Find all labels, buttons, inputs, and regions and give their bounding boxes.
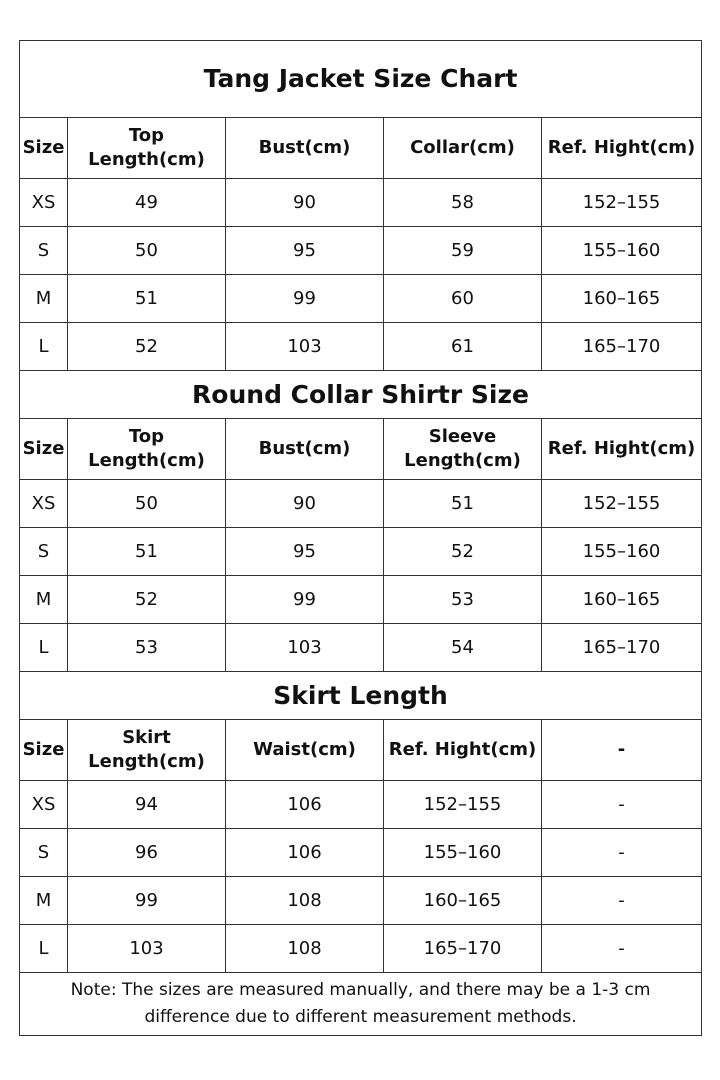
round-collar-shirt-title: Round Collar Shirtr Size xyxy=(20,371,702,419)
table-cell: 103 xyxy=(68,925,226,973)
table-cell: 155–160 xyxy=(384,829,542,877)
skirt-header-row xyxy=(20,720,702,781)
column-header: Bust(cm) xyxy=(226,118,384,179)
table-cell: - xyxy=(542,781,702,829)
table-cell: 60 xyxy=(384,275,542,323)
table-row xyxy=(20,877,702,925)
table-row xyxy=(20,227,702,275)
size-cell: S xyxy=(20,829,68,877)
table-cell: 106 xyxy=(226,781,384,829)
table-cell: 52 xyxy=(68,323,226,371)
table-cell: 94 xyxy=(68,781,226,829)
table-cell: 52 xyxy=(384,528,542,576)
table-cell: - xyxy=(542,829,702,877)
table-cell: 108 xyxy=(226,877,384,925)
table-cell: 108 xyxy=(226,925,384,973)
table-cell: 95 xyxy=(226,528,384,576)
size-cell: M xyxy=(20,877,68,925)
size-cell: M xyxy=(20,275,68,323)
table-cell: 99 xyxy=(226,576,384,624)
column-header: Skirt Length(cm) xyxy=(68,720,226,781)
table-cell: - xyxy=(542,877,702,925)
table-cell: 152–155 xyxy=(542,480,702,528)
table-cell: 58 xyxy=(384,179,542,227)
size-cell: XS xyxy=(20,781,68,829)
size-cell: M xyxy=(20,576,68,624)
column-header: Size xyxy=(20,720,68,781)
column-header: Top Length(cm) xyxy=(68,419,226,480)
table-row xyxy=(20,576,702,624)
table-cell: 165–170 xyxy=(542,323,702,371)
table-cell: 152–155 xyxy=(542,179,702,227)
table-cell: 160–165 xyxy=(384,877,542,925)
size-chart-body xyxy=(20,41,702,1036)
table-cell: 51 xyxy=(384,480,542,528)
size-cell: S xyxy=(20,528,68,576)
size-cell: L xyxy=(20,323,68,371)
skirt-title-row xyxy=(20,672,702,720)
table-row xyxy=(20,829,702,877)
table-cell: 54 xyxy=(384,624,542,672)
column-header: - xyxy=(542,720,702,781)
table-cell: 165–170 xyxy=(542,624,702,672)
table-cell: 49 xyxy=(68,179,226,227)
column-header: Waist(cm) xyxy=(226,720,384,781)
table-cell: 95 xyxy=(226,227,384,275)
table-cell: 155–160 xyxy=(542,227,702,275)
note-row xyxy=(20,973,702,1036)
measurement-note: Note: The sizes are measured manually, and there may be a 1-3 cm difference due to different measurement methods. xyxy=(20,973,702,1036)
table-cell: 152–155 xyxy=(384,781,542,829)
size-cell: XS xyxy=(20,480,68,528)
column-header: Ref. Hight(cm) xyxy=(542,118,702,179)
table-cell: 53 xyxy=(384,576,542,624)
column-header: Size xyxy=(20,419,68,480)
skirt-title: Skirt Length xyxy=(20,672,702,720)
size-cell: XS xyxy=(20,179,68,227)
column-header: Top Length(cm) xyxy=(68,118,226,179)
column-header: Ref. Hight(cm) xyxy=(542,419,702,480)
table-cell: 160–165 xyxy=(542,576,702,624)
table-cell: 90 xyxy=(226,480,384,528)
table-cell: 155–160 xyxy=(542,528,702,576)
size-cell: L xyxy=(20,624,68,672)
table-row xyxy=(20,781,702,829)
column-header: Size xyxy=(20,118,68,179)
round-collar-shirt-header-row xyxy=(20,419,702,480)
table-cell: 160–165 xyxy=(542,275,702,323)
table-cell: 51 xyxy=(68,275,226,323)
size-cell: L xyxy=(20,925,68,973)
table-cell: 165–170 xyxy=(384,925,542,973)
tang-jacket-title-row xyxy=(20,41,702,118)
table-row xyxy=(20,528,702,576)
table-cell: 103 xyxy=(226,624,384,672)
table-cell: 106 xyxy=(226,829,384,877)
table-row xyxy=(20,275,702,323)
table-cell: 52 xyxy=(68,576,226,624)
round-collar-shirt-title-row xyxy=(20,371,702,419)
table-cell: 50 xyxy=(68,227,226,275)
table-cell: - xyxy=(542,925,702,973)
table-cell: 50 xyxy=(68,480,226,528)
column-header: Ref. Hight(cm) xyxy=(384,720,542,781)
column-header: Collar(cm) xyxy=(384,118,542,179)
table-cell: 51 xyxy=(68,528,226,576)
size-chart xyxy=(19,40,702,1036)
table-row xyxy=(20,925,702,973)
table-cell: 99 xyxy=(68,877,226,925)
table-row xyxy=(20,179,702,227)
tang-jacket-header-row xyxy=(20,118,702,179)
table-row xyxy=(20,480,702,528)
table-cell: 96 xyxy=(68,829,226,877)
column-header: Bust(cm) xyxy=(226,419,384,480)
table-cell: 59 xyxy=(384,227,542,275)
table-cell: 99 xyxy=(226,275,384,323)
table-cell: 61 xyxy=(384,323,542,371)
table-cell: 90 xyxy=(226,179,384,227)
column-header: Sleeve Length(cm) xyxy=(384,419,542,480)
tang-jacket-title: Tang Jacket Size Chart xyxy=(20,41,702,118)
table-cell: 103 xyxy=(226,323,384,371)
size-cell: S xyxy=(20,227,68,275)
table-row xyxy=(20,323,702,371)
table-cell: 53 xyxy=(68,624,226,672)
table-row xyxy=(20,624,702,672)
